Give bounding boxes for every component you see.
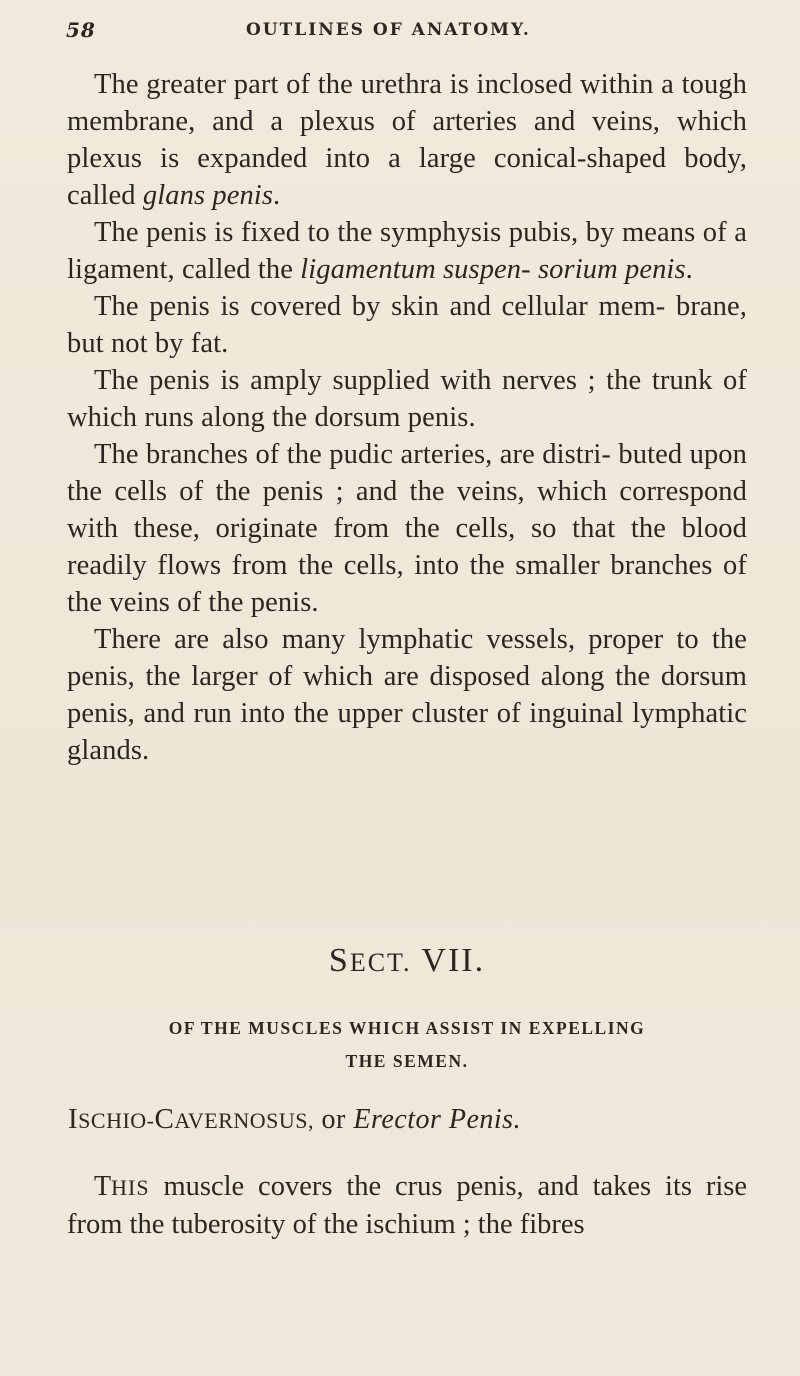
paragraph-6: There are also many lymphatic vessels, proper to the penis, the larger of which are disposed along the dorsum penis, and run into the upper cluster of inguinal lymphatic glands.	[67, 624, 747, 766]
page-header	[66, 18, 746, 52]
section-heading: SECT. VII.	[328, 942, 486, 979]
paragraph-2: The penis is fixed to the symphysis pubis, by means of a ligament, called the ligamentum suspen- sorium penis.	[67, 217, 747, 285]
term-glans-penis: glans penis	[142, 180, 274, 211]
paragraph-5: The branches of the pudic arteries, are distri- buted upon the cells of the penis ; and the veins, which correspond with these, originate from the cells, so that the blood readily flows from the cells, into the smaller branches of the veins of the penis.	[67, 439, 747, 618]
running-head: OUTLINES OF ANATOMY.	[246, 20, 531, 40]
term-ligamentum-suspensorium: ligamentum suspen- sorium penis	[300, 254, 686, 285]
paragraph-1: The greater part of the urethra is inclosed within a tough membrane, and a plexus of arteries and veins, which plexus is expanded into a large conical-shaped body, called glans penis.	[67, 69, 747, 211]
paragraph-3: The penis is covered by skin and cellular mem- brane, but not by fat.	[67, 291, 747, 359]
page-number: 58	[66, 18, 96, 42]
muscle-latin-name: Erector Penis.	[353, 1104, 522, 1135]
body-text	[67, 66, 747, 769]
muscle-heading: ISCHIO-CAVERNOSUS, or Erector Penis.	[68, 1103, 522, 1135]
paragraph-4: The penis is amply supplied with nerves ; the trunk of which runs along the dorsum penis.	[67, 365, 747, 433]
section-number: VII.	[421, 942, 486, 979]
paragraph-7: THIS muscle covers the crus penis, and takes its rise from the tuberosity of the ischium ; the fibres	[67, 1171, 747, 1240]
section-subtitle: OF THE MUSCLES WHICH ASSIST IN EXPELLING THE SEMEN.	[168, 1018, 646, 1071]
muscle-description	[67, 1168, 747, 1243]
